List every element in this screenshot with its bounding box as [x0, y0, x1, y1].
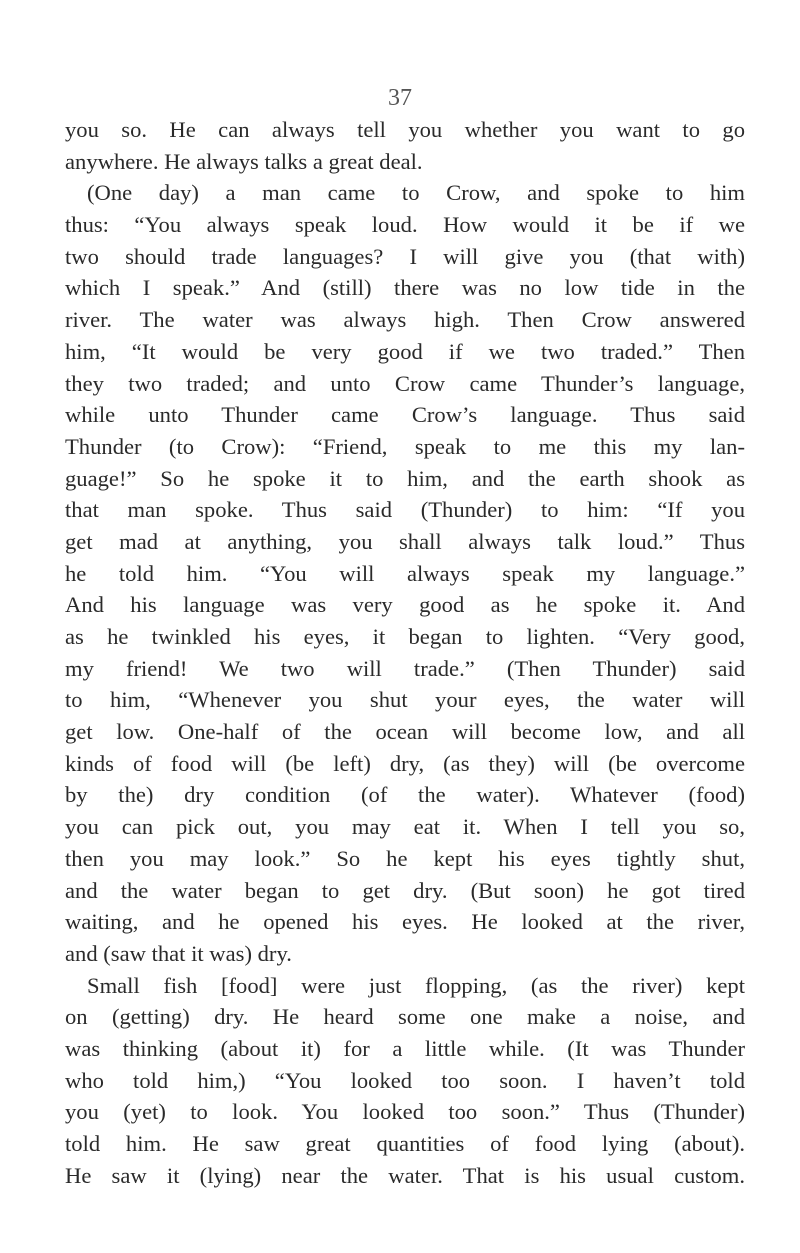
text-line: and (saw that it was) dry. — [65, 940, 292, 966]
text-line: guage!” So he spoke it to him, and the earth shook as — [65, 465, 745, 491]
text-line: kinds of food will (be left) dry, (as they) will (be overcome — [65, 750, 745, 776]
text-line: He saw it (lying) near the water. That is his usual custom. — [65, 1162, 745, 1188]
text-line: river. The water was always high. Then Crow answered — [65, 307, 745, 333]
text-line: on (getting) dry. He heard some one make a noise, and — [65, 1004, 745, 1030]
text-line: waiting, and he opened his eyes. He looked at the river, — [65, 909, 745, 935]
body-text — [65, 114, 745, 1191]
text-line: then you may look.” So he kept his eyes tightly shut, — [65, 845, 745, 871]
text-line: that man spoke. Thus said (Thunder) to him: “If you — [65, 497, 745, 523]
text-line: And his language was very good as he spoke it. And — [65, 592, 745, 618]
text-line: they two traded; and unto Crow came Thunder’s language, — [65, 370, 745, 396]
text-line: two should trade languages? I will give you (that with) — [65, 243, 745, 269]
text-line: he told him. “You will always speak my language.” — [65, 560, 745, 586]
text-line: which I speak.” And (still) there was no low tide in the — [65, 275, 745, 301]
text-line: told him. He saw great quantities of food lying (about). — [65, 1131, 745, 1156]
text-line: thus: “You always speak loud. How would it be if we — [65, 212, 745, 238]
text-line: you so. He can always tell you whether you want to go — [65, 117, 745, 142]
text-line: get mad at anything, you shall always talk loud.” Thus — [65, 528, 745, 554]
text-line: you (yet) to look. You looked too soon.” Thus (Thunder) — [65, 1099, 745, 1125]
text-line: while unto Thunder came Crow’s language. Thus said — [65, 402, 745, 428]
text-line: was thinking (about it) for a little while. (It was Thunder — [65, 1035, 745, 1061]
text-line: you can pick out, you may eat it. When I tell you so, — [65, 814, 745, 840]
text-line: and the water began to get dry. (But soon) he got tired — [65, 877, 745, 903]
text-line: as he twinkled his eyes, it began to lighten. “Very good, — [65, 624, 745, 649]
text-line: to him, “Whenever you shut your eyes, the water will — [65, 687, 745, 713]
text-line: Thunder (to Crow): “Friend, speak to me this my lan- — [65, 433, 745, 459]
text-line: my friend! We two will trade.” (Then Thunder) said — [65, 655, 745, 681]
text-line: (One day) a man came to Crow, and spoke to him — [87, 180, 745, 206]
text-line: him, “It would be very good if we two traded.” Then — [65, 338, 745, 364]
text-line: who told him,) “You looked too soon. I haven’t told — [65, 1067, 745, 1093]
text-line: Small fish [food] were just flopping, (as the river) kept — [87, 972, 745, 998]
text-line: get low. One-half of the ocean will become low, and all — [65, 719, 745, 745]
page-number: 37 — [388, 85, 412, 111]
text-line: anywhere. He always talks a great deal. — [65, 148, 423, 174]
text-line: by the) dry condition (of the water). Whatever (food) — [65, 782, 745, 808]
